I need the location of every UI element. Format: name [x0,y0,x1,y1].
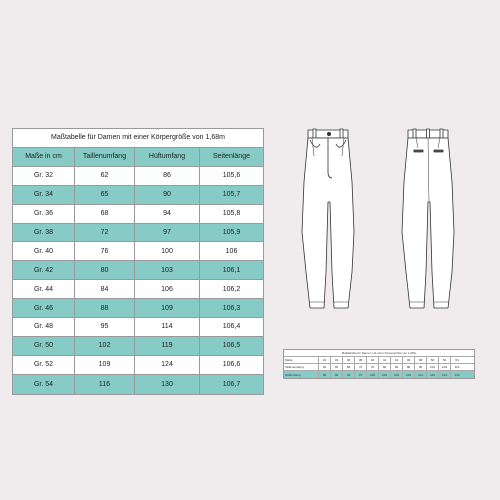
header-cell: Maße in cm [13,148,75,166]
small-table-header-cell: 34 [331,357,343,363]
table-cell: 105,8 [222,210,241,218]
small-table-cell: 95 [415,364,427,370]
table-cell: 114 [135,318,200,336]
table-cell: 105,9 [222,229,241,236]
table-row [13,299,263,318]
table-cell: Gr. 34 [13,186,75,204]
small-table-cell: 116 [454,365,460,369]
table-cell: 109 [135,299,200,317]
table-cell: 90 [135,186,200,204]
table-cell: 100 [135,242,200,260]
small-table-cell: 114 [415,371,427,378]
table-cell: 80 [75,261,135,279]
small-table-header-cell: 46 [403,357,415,363]
small-table-cell: 68 [343,364,355,370]
table-row [13,186,263,205]
small-table-header-cell: 36 [343,357,355,363]
pants-drawings [290,122,480,322]
table-row [13,167,263,186]
table-cell: 106,5 [222,342,241,350]
small-table-cell: 72 [355,364,367,370]
small-table-cell: 80 [379,364,391,370]
small-table-header-row [284,357,474,364]
small-table-cell: 65 [331,364,343,370]
size-table-body [13,167,263,394]
small-table-cell: 106 [391,371,403,378]
table-cell: Gr. 50 [13,337,75,355]
table-cell: 130 [135,375,200,394]
small-table-header-cell: 54 [455,358,459,362]
table-cell: Gr. 52 [13,356,75,374]
table-row [13,224,263,243]
small-table-cell: 124 [439,371,451,378]
table-row [13,356,263,375]
small-table-cell: 109 [403,371,415,378]
small-table-row-label: Hüftumfang [284,371,319,378]
table-row [13,242,263,261]
table-cell: 106,3 [222,304,241,312]
table-cell: 95 [75,318,135,336]
table-cell: 106 [225,247,238,255]
table-cell: 105,7 [222,191,241,199]
small-table-cell: 94 [343,371,355,378]
small-table-cell: 100 [367,371,379,378]
size-table [12,128,264,395]
small-table-cell: 103 [379,371,391,378]
small-table-row-label: Taillenumfang [284,364,319,370]
table-cell: 106,6 [222,361,241,369]
table-cell: 76 [75,242,135,260]
table-row [13,318,263,337]
small-table-title: Maßtabelle für Damen mit einer Körpergröße von 1,68m [284,350,474,357]
table-cell: 94 [135,205,200,223]
table-cell: 106,1 [222,266,241,274]
table-cell: 106,2 [222,285,241,293]
table-cell: Gr. 46 [13,299,75,317]
table-cell: 105,6 [222,172,241,180]
table-cell: Gr. 40 [13,242,75,260]
table-cell: 102 [75,337,135,355]
small-table-cell: 97 [355,371,367,378]
small-table-cell: 130 [454,372,460,377]
small-table-cell: 88 [403,364,415,370]
small-table-row [284,364,474,371]
small-table-cell: 62 [319,364,331,370]
table-cell: 84 [75,280,135,298]
table-cell: 72 [75,224,135,242]
table-cell: 103 [135,261,200,279]
table-cell: Gr. 38 [13,224,75,242]
small-table-header-cell: 50 [427,357,439,363]
size-table-title: Maßtabelle für Damen mit einer Körpergröße von 1,68m [13,129,263,148]
table-row [13,280,263,299]
table-cell: 116 [75,375,135,394]
size-table-header-row [13,148,263,167]
table-cell: Gr. 32 [13,167,75,185]
table-row [13,205,263,224]
small-table-cell: 86 [319,371,331,378]
table-cell: 65 [75,186,135,204]
small-table-cell: 84 [391,364,403,370]
small-table-header-cell: 44 [391,357,403,363]
table-cell: 97 [135,224,200,242]
table-cell: 106,7 [222,380,241,388]
table-cell: 86 [135,167,200,185]
table-cell: 124 [135,356,200,374]
table-cell: 62 [75,167,135,185]
header-cell: Taillenumfang [75,148,135,166]
small-table-cell: 109 [439,364,451,370]
small-table-header-cell: 32 [319,357,331,363]
table-cell: Gr. 44 [13,280,75,298]
small-table-header-cell: 48 [415,357,427,363]
table-cell: Gr. 36 [13,205,75,223]
small-table-cell: 102 [427,364,439,370]
header-cell: Seitenlänge [213,153,250,161]
small-size-table [283,349,475,379]
table-cell: 109 [75,356,135,374]
small-table-header-label: Maße [284,357,319,363]
small-table-header-cell: 38 [355,357,367,363]
table-row [13,375,263,394]
small-table-body [284,364,474,378]
small-table-header-cell: 52 [439,357,451,363]
table-cell: Gr. 42 [13,261,75,279]
table-row [13,261,263,280]
header-cell: Hüftumfang [135,148,200,166]
small-table-header-cell: 40 [367,357,379,363]
table-cell: Gr. 48 [13,318,75,336]
table-cell: 106,4 [222,323,241,331]
table-cell: 88 [75,299,135,317]
table-cell: 68 [75,205,135,223]
table-cell: Gr. 54 [13,375,75,394]
small-table-cell: 119 [427,371,439,378]
small-table-row [284,371,474,378]
pants-back-view-icon [402,129,454,308]
pants-front-view-icon [302,129,354,308]
small-table-cell: 90 [331,371,343,378]
small-table-header-cell: 42 [379,357,391,363]
table-cell: 119 [135,337,200,355]
table-row [13,337,263,356]
table-cell: 106 [135,280,200,298]
small-table-cell: 76 [367,364,379,370]
